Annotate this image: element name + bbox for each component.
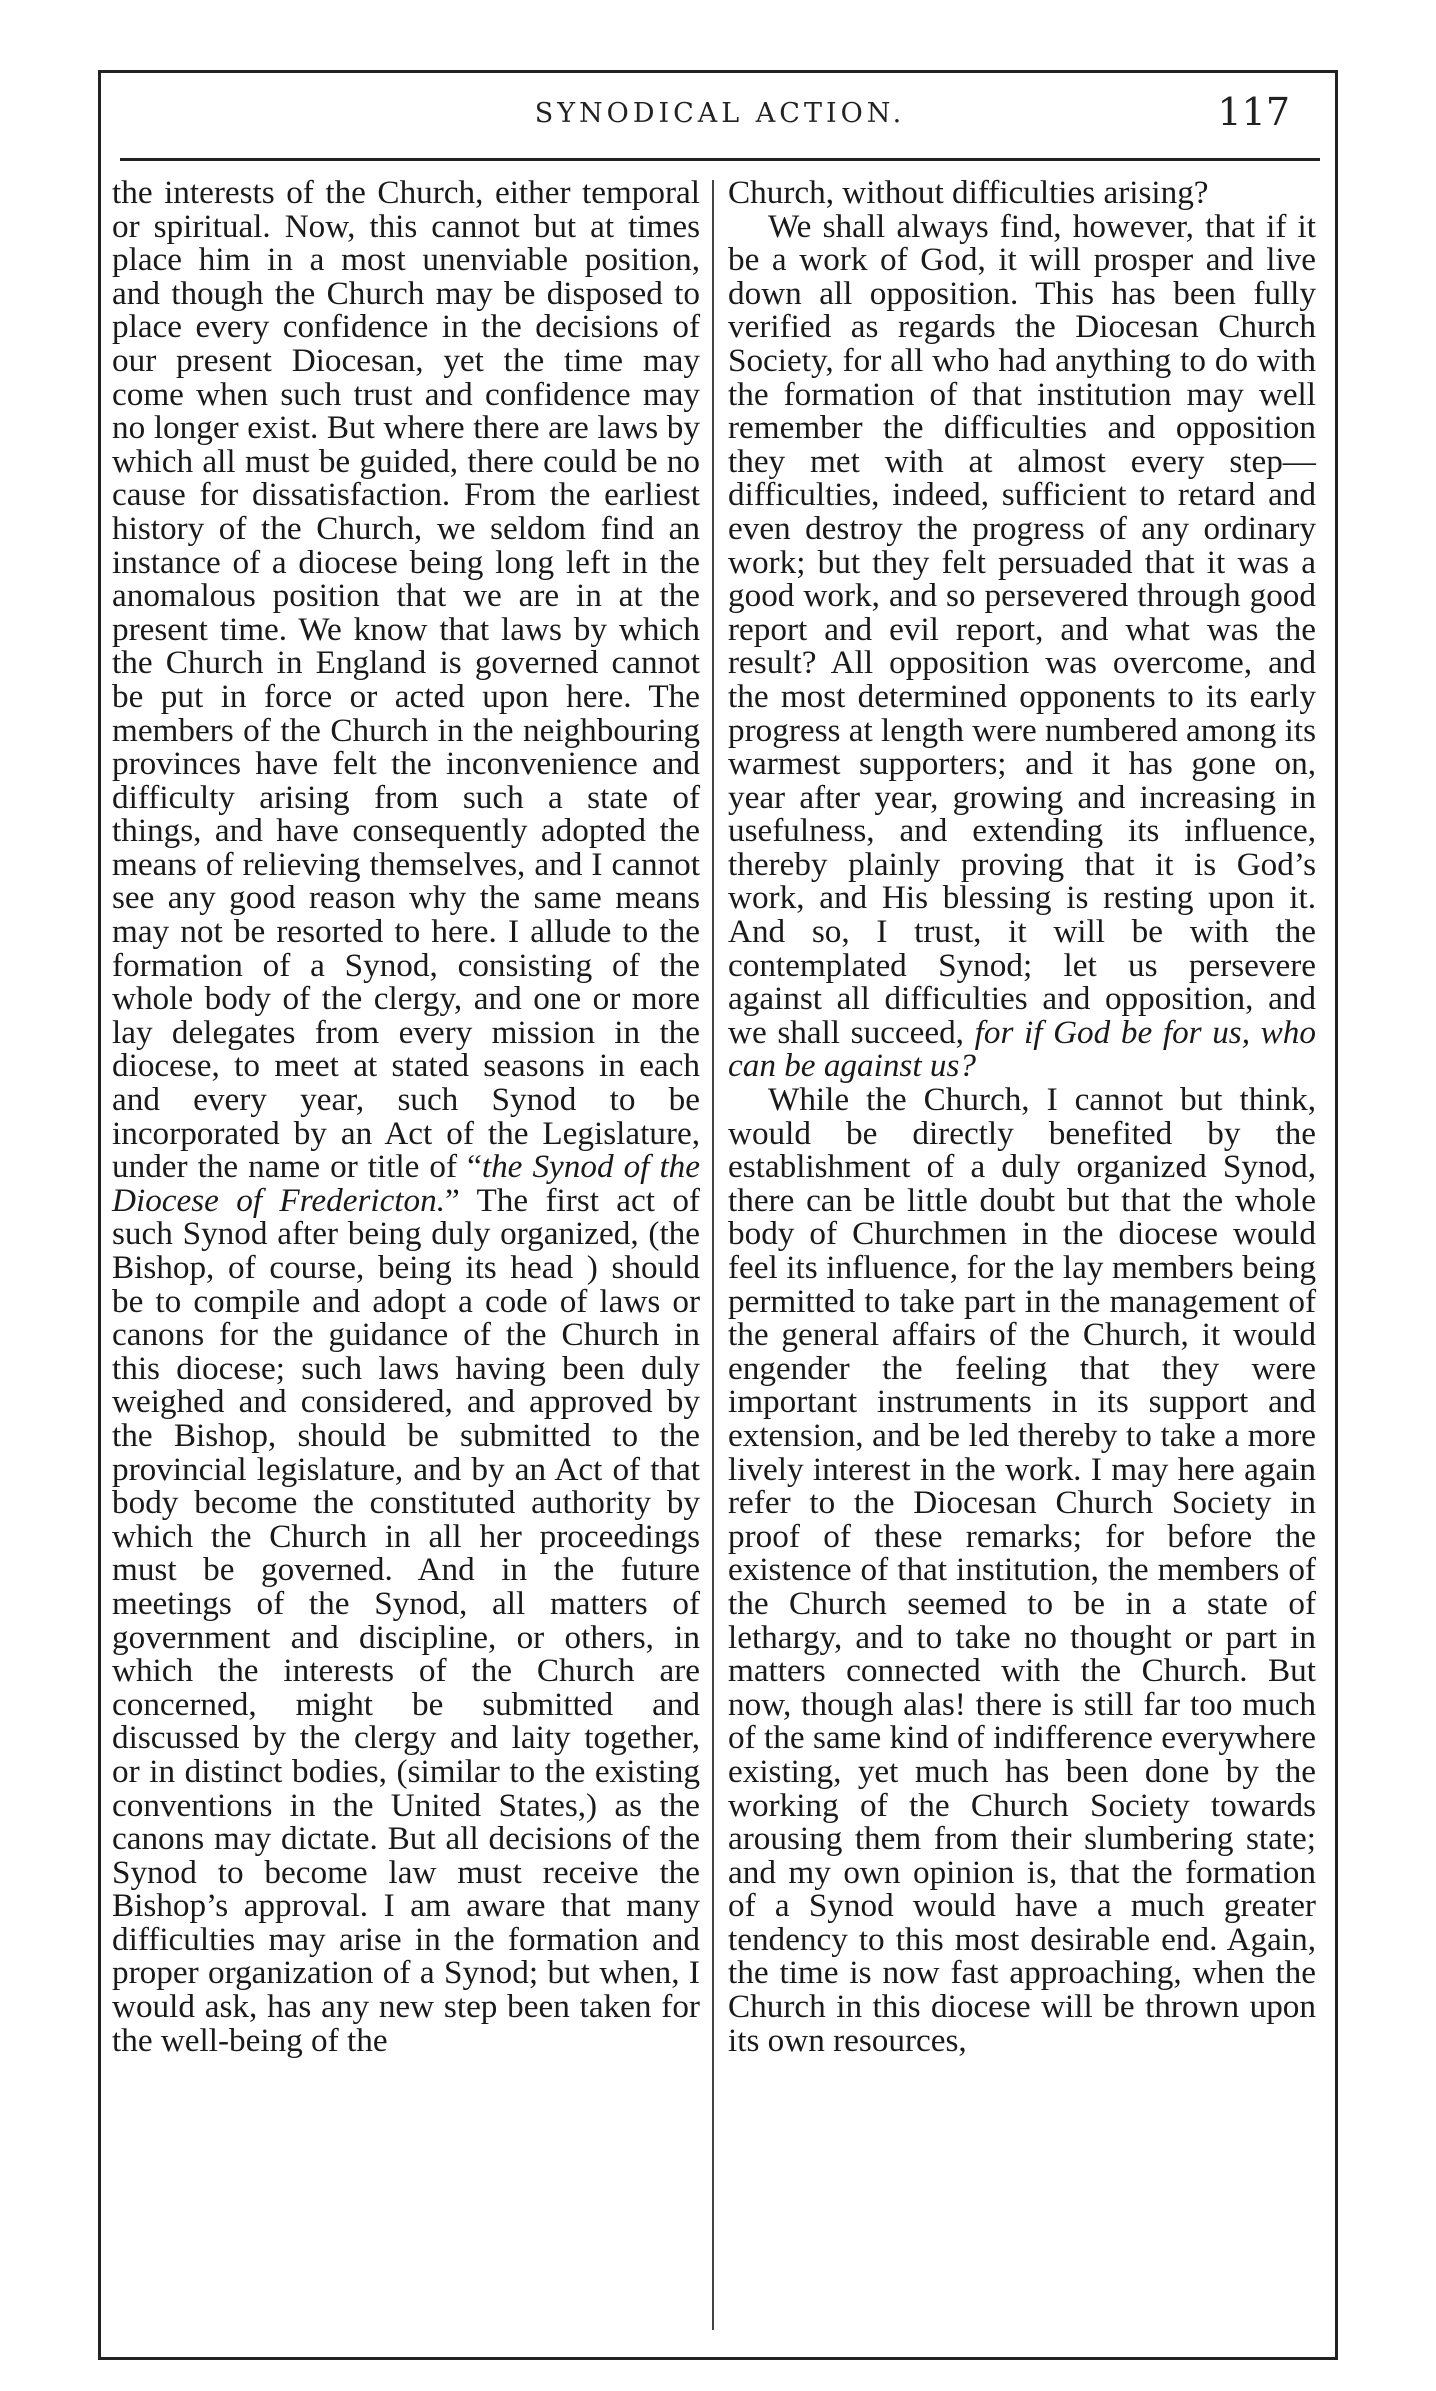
left-text-b: ” The first act of such Synod after being duly organized, (the Bishop, of course, being its head ) should be to compile and adopt a code of laws or canons for the guidance of the Church in this diocese; such laws having been duly weighed and considered, and approved by the Bishop, should be submitted to the provincial legislature, and by an Act of that body become the constituted authority by which the Church in all her proceedings must be governed. And in the future meetings of the Synod, all matters of government and discipline, or others, in which the interests of the Church are concerned, might be submitted and discussed by the clergy and laity together, or in distinct bodies, (similar to the existing conventions in the United States,) as the canons may dictate. But all decisions of the Synod to become law must receive the Bishop’s approval. I am aware that many difficulties may arise in the formation and proper organization of a Synod; but when, I would ask, has any new step been taken for the well-being of the — [112, 1181, 700, 2059]
right-paragraph-lead: Church, without difficulties arising? — [728, 174, 1209, 211]
left-paragraph — [112, 176, 700, 2057]
synod-title-italic: the Synod of the Diocese of Fredericton. — [112, 1148, 700, 1219]
header-rule — [120, 158, 1320, 161]
left-text-a: the interests of the Church, either temporal or spiritual. Now, this cannot but at times place him in a most unenviable position, and though the Church may be disposed to place every confidence in the decisions of our present Diocesan, yet the time may come when such trust and confidence may no longer exist. But where there are laws by which all must be guided, there could be no cause for dissatisfaction. From the earliest history of the Church, we seldom find an instance of a diocese being long left in the anomalous position that we are in at the present time. We know that laws by which the Church in England is governed cannot be put in force or acted upon here. The members of the Church in the neighbouring provinces have felt the inconvenience and difficulty arising from such a state of things, and have consequently adopted the means of relieving themselves, and I cannot see any good reason why the same means may not be resorted to here. I allude to the formation of a Synod, consisting of the whole body of the clergy, and one or more lay delegates from every mission in the diocese, to meet at stated seasons in each and every year, such Synod to be incorporated by an Act of the Legislature, under the name or title of “ — [112, 174, 700, 1186]
right-paragraph-3: While the Church, I cannot but think, would be directly benefited by the establishment of a duly organized Synod, there can be little doubt but that the whole body of Churchmen in the diocese would feel its influence, for the lay members being permitted to take part in the management of the general affairs of the Church, it would engender the feeling that they were important instruments in its support and extension, and be led thereby to take a more lively interest in the work. I may here again refer to the Diocesan Church Society in proof of these remarks; for before the existence of that institution, the members of the Church seemed to be in a state of lethargy, and to take no thought or part in matters connected with the Church. But now, though alas! there is still far too much of the same kind of indifference everywhere existing, yet much has been done by the working of the Church Society towards arousing them from their slumbering state; and my own opinion is, that the formation of a Synod would have a much greater tendency to this most desirable end. Again, the time is now fast approaching, when the Church in this diocese will be thrown upon its own resources, — [728, 1081, 1316, 2059]
column-divider — [712, 180, 714, 2330]
page-number: 117 — [1217, 90, 1290, 134]
running-head: SYNODICAL ACTION. — [534, 98, 906, 129]
scripture-quote-italic: for if God be for us, who can be against us? — [728, 1013, 1316, 1085]
right-text-a: We shall always find, however, that if it be a work of God, it will prosper and live down all opposition. This has been fully verified as regards the Diocesan Church Society, for all who had anything to do with the formation of that institution may well remember the difficulties and opposition they met with at almost every step—difficulties, indeed, sufficient to retard and even destroy the progress of any ordinary work; but they felt persuaded that it was a good work, and so persevered through good report and evil report, and what was the result? All opposition was overcome, and the most determined opponents to its early progress at length were numbered among its warmest supporters; and it has gone on, year after year, growing and increasing in usefulness, and extending its influence, thereby plainly proving that it is God’s work, and His blessing is resting upon it. And so, I trust, it will be with the contemplated Synod; let us persevere against all difficulties and opposition, and we shall succeed, — [728, 207, 1316, 1051]
right-paragraph-2 — [728, 207, 1316, 1085]
page-header — [120, 90, 1320, 150]
left-column — [112, 176, 700, 2057]
right-column — [728, 176, 1316, 2057]
